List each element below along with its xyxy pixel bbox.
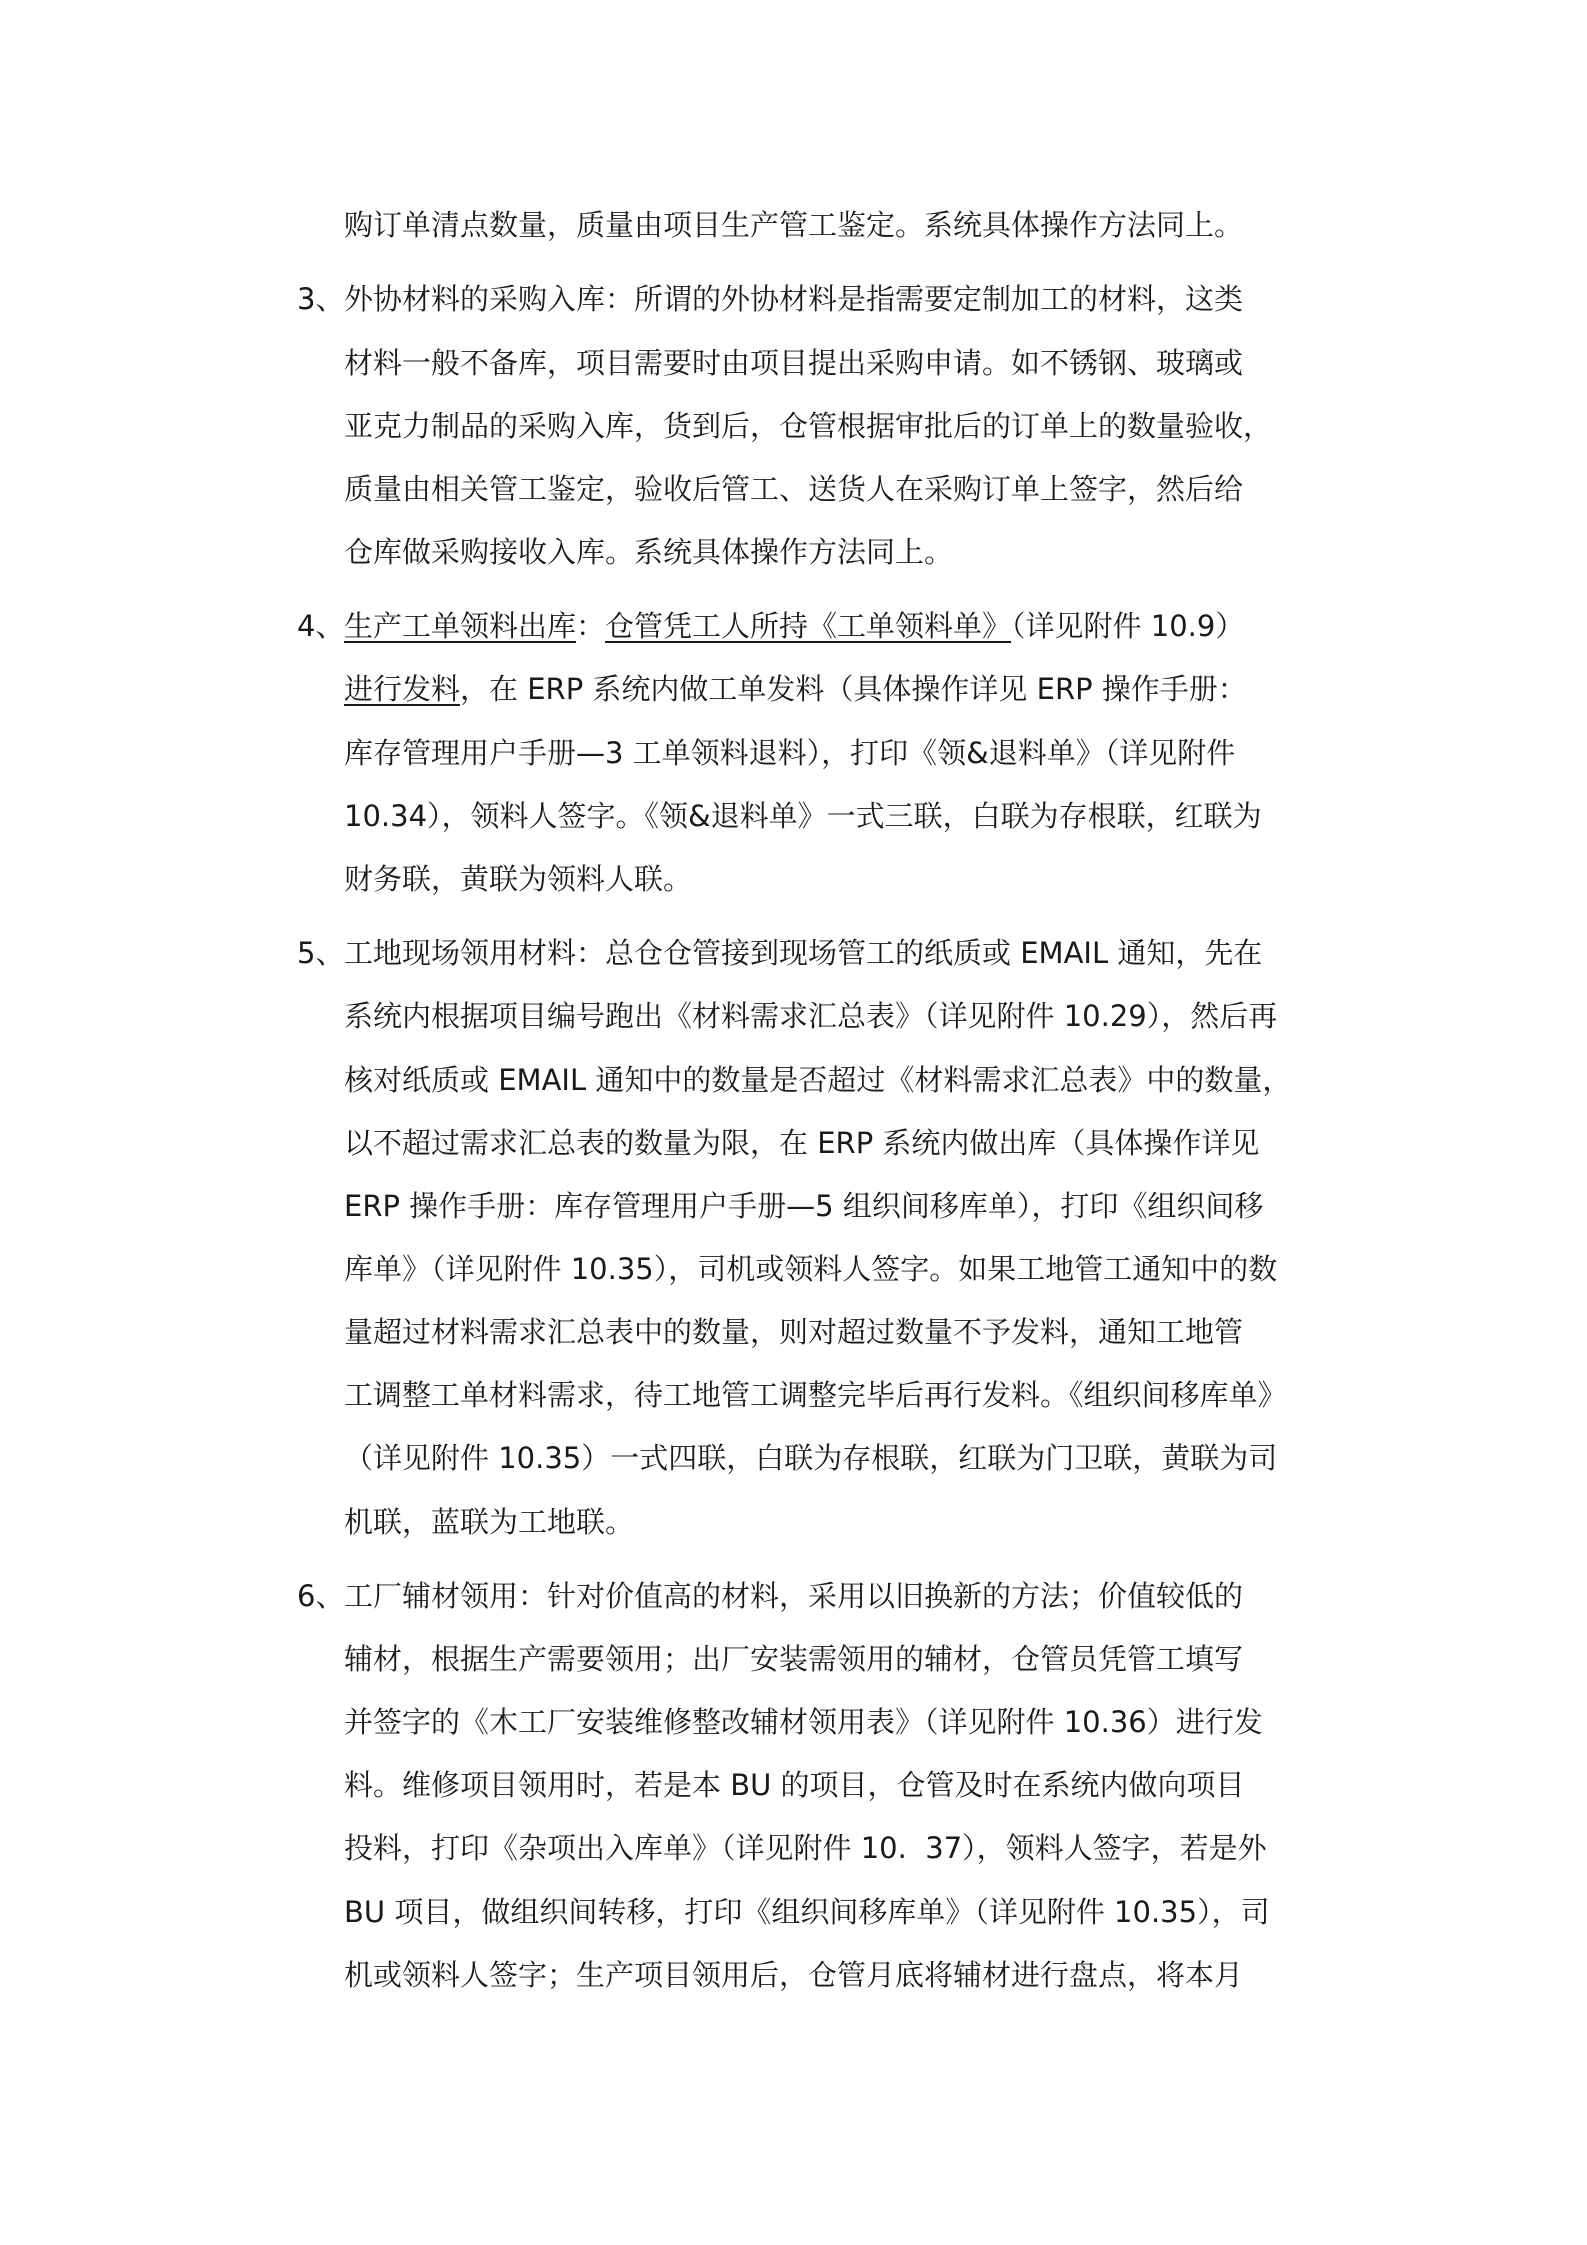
item-4-line-3 [0,733,1587,773]
item-5-line-7 [0,1312,1587,1352]
text-line: （详见附件 10.35）一式四联，白联为存根联，红联为门卫联，黄联为司 [344,1441,1278,1475]
text-line: 核对纸质或 EMAIL 通知中的数量是否超过《材料需求汇总表》中的数量， [344,1063,1292,1097]
underlined-heading: 生产工单领料出库 [344,609,577,643]
text-line: ERP 操作手册：库存管理用户手册—5 组织间移库单），打印《组织间移 [344,1189,1264,1223]
text-line: 料。维修项目领用时，若是本 BU 的项目，仓管及时在系统内做向项目 [344,1768,1245,1802]
text-line: 仓库做采购接收入库。系统具体操作方法同上。 [344,535,954,569]
text-fragment: ： [576,609,606,643]
text-line: 辅材，根据生产需要领用；出厂安装需领用的辅材，仓管员凭管工填写 [344,1642,1244,1676]
item-number: 5、 [297,936,345,970]
item-6-line-4 [0,1765,1587,1805]
item-6-line-3 [0,1702,1587,1742]
item-number: 3、 [297,282,345,316]
text-line: 以不超过需求汇总表的数量为限，在 ERP 系统内做出库（具体操作详见 [344,1126,1260,1160]
text-line: 工调整工单材料需求，待工地管工调整完毕后再行发料。《组织间移库单》 [344,1378,1287,1412]
text-line: 并签字的《木工厂安装维修整改辅材领用表》（详见附件 10.36）进行发 [344,1705,1263,1739]
text-line: 质量由相关管工鉴定，验收后管工、送货人在采购订单上签字，然后给 [344,472,1244,506]
item-5-line-2 [0,996,1587,1036]
text-line: 材料一般不备库，项目需要时由项目提出采购申请。如不锈钢、玻璃或 [344,346,1244,380]
item-5-line-6 [0,1249,1587,1289]
text-line: 10.34），领料人签字。《领&退料单》一式三联，白联为存根联，红联为 [344,799,1262,833]
item-4-line-5 [0,859,1587,899]
text-line: 机或领料人签字；生产项目领用后，仓管月底将辅材进行盘点，将本月 [344,1958,1244,1992]
text-line: 量超过材料需求汇总表中的数量，则对超过数量不予发料，通知工地管 [344,1315,1244,1349]
item-5-line-8 [0,1375,1587,1415]
item-4-line-4 [0,796,1587,836]
item-6-line-7 [0,1955,1587,1995]
text-line: 工厂辅材领用：针对价值高的材料，采用以旧换新的方法；价值较低的 [344,1579,1244,1613]
item-4-line-2 [0,669,1587,709]
text-line: 投料，打印《杂项出入库单》（详见附件 10. 37），领料人签字，若是外 [344,1831,1267,1865]
item-4-line-1 [0,606,1587,646]
item-5-line-9 [0,1438,1587,1478]
text-line: BU 项目，做组织间转移，打印《组织间移库单》（详见附件 10.35），司 [344,1895,1270,1929]
item-3-line-5 [0,532,1587,572]
item-number: 6、 [297,1579,345,1613]
para-2-line-1 [0,205,1587,245]
text-fragment: （详见附件 10.9） [1011,609,1245,643]
underlined-text: 进行发料 [344,672,461,706]
item-5-line-1 [0,933,1587,973]
item-3-line-1 [0,279,1587,319]
item-6-line-6 [0,1892,1587,1932]
item-3-line-2 [0,343,1587,383]
text-line: 财务联，黄联为领料人联。 [344,862,693,896]
text-line: 亚克力制品的采购入库，货到后，仓管根据审批后的订单上的数量验收， [344,409,1273,443]
text-line: 库单》（详见附件 10.35），司机或领料人签字。如果工地管工通知中的数 [344,1252,1278,1286]
item-6-line-2 [0,1639,1587,1679]
text-line: 机联，蓝联为工地联。 [344,1505,635,1539]
text-line: 库存管理用户手册—3 工单领料退料），打印《领&退料单》（详见附件 [344,736,1236,770]
underlined-text: 仓管凭工人所持《工单领料单》 [605,609,1012,643]
text-line: 外协材料的采购入库：所谓的外协材料是指需要定制加工的材料，这类 [344,282,1244,316]
item-3-line-3 [0,406,1587,446]
text-line: 系统内根据项目编号跑出《材料需求汇总表》（详见附件 10.29），然后再 [344,999,1278,1033]
item-5-line-3 [0,1060,1587,1100]
item-number: 4、 [297,609,345,643]
text-fragment: ，在 ERP 系统内做工单发料（具体操作详见 ERP 操作手册： [460,672,1247,706]
item-5-line-4 [0,1123,1587,1163]
text-line: 工地现场领用材料：总仓仓管接到现场管工的纸质或 EMAIL 通知，先在 [344,936,1263,970]
item-6-line-1 [0,1576,1587,1616]
item-3-line-4 [0,469,1587,509]
text-line: 购订单清点数量，质量由项目生产管工鉴定。系统具体操作方法同上。 [344,208,1244,242]
item-5-line-5 [0,1186,1587,1226]
item-5-line-10 [0,1502,1587,1542]
item-6-line-5 [0,1828,1587,1868]
